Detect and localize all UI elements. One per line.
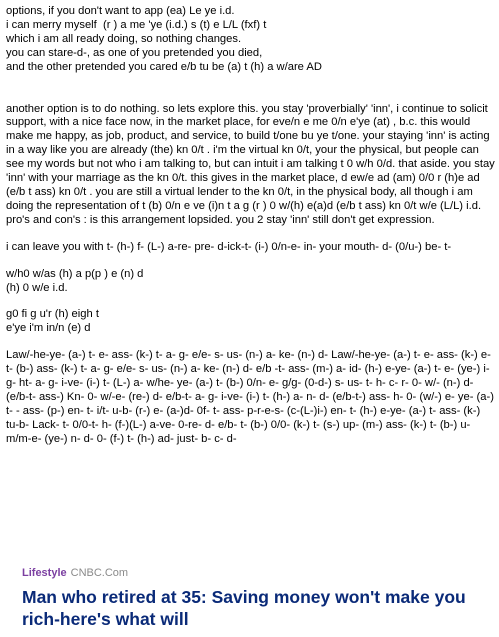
article-category-link[interactable]: Lifestyle	[22, 567, 67, 579]
document-body	[6, 5, 495, 447]
text-line: (h) 0 w/e i.d.	[6, 281, 68, 294]
text-line: and the other pretended you cared e/b tu be (a) t (h) a w/are AD	[6, 60, 322, 73]
sponsored-article-card[interactable]	[22, 566, 492, 630]
paragraph-figure	[6, 308, 495, 336]
paragraph-law	[6, 349, 495, 446]
text-line: e'ye i'm in/n (e) d	[6, 322, 91, 335]
paragraph-another-option	[6, 103, 495, 228]
text-line: which i am all ready doing, so nothing changes.	[6, 32, 242, 45]
article-headline-link[interactable]: Man who retired at 35: Saving money won't make you rich-here's what will	[22, 587, 466, 629]
spacer	[6, 295, 495, 308]
paragraph-options	[6, 5, 495, 75]
text-line: i can merry myself (r ) a me 'ye (i.d.) s (t) e L/L (fxf) t	[6, 18, 267, 31]
text-paragraph: another option is to do nothing. so lets explore this. you stay 'proverbially' 'inn', i continue to solicit support, with a nice face now, in the market place, for eve/n e me 0/n e'ye (at) , b.c. this would make me happy, as job, product, and service, to build t/one bu ye t/one. your staying 'inn' is acting in a way like you are already (the) kn 0/t . i'm the virtual kn 0/t, your the physical, but people can see my words but not who i am talking to, but can intuit i am talking t 0 w/h 0/d. that aside. you stay 'inn' with your marriage as the kn 0/t. this gives in the market place, d ew/e ad (am) 0/0 r (h)e ad (e/b t ass) kn 0/t . you are still a virtual lender to the kn 0/t, in the physical body, all though i am doing the representation of t (b) 0/n e ve (i)n t a g (r ) 0 w/(h) e(a)d (e/b t ass) kn 0/t w/e (L/L) i.d. pro's and con's : is this arrangement lopsided. you 2 stay 'inn' still don't get expression.	[6, 102, 495, 226]
text-line: w/h0 w/as (h) a p(p ) e (n) d	[6, 267, 144, 280]
spacer	[6, 75, 495, 103]
article-source: CNBC.Com	[70, 567, 129, 579]
paragraph-leave-you	[6, 241, 495, 255]
text-line: g0 fi g u'r (h) eigh t	[6, 308, 99, 321]
article-meta	[22, 566, 492, 580]
text-paragraph: Law/-he-ye- (a-) t- e- ass- (k-) t- a- g- e/e- s- us- (n-) a- ke- (n-) d- Law/-he-ye- (a-) t- e- ass- (k-) e- t- (b-) ass- (k-) t- a- g- e/e- s- us- (n-) a- ke- (n-) d- e/b -t- ass- (m-) a- id- (h-) e-ye- (a-) t- e- (ye-) i- g- ht- a- g- i-ve- (i-) t- (L-) a- w/he- ye- (a-) t- (b-) 0/n- e- g/g- (0-d-) s- us- t- h- c- r- 0- w/- (n-) d- (e/b-t- ass-) Kn- 0- w/-e- (re-) d- e/b-t- a- g- i-ve- (i-) t- (h-) a- n- d- (e/b-t-) ass- h- 0- (w/-) e- ye- (a-) t- - ass- (p-) en- t- i/t- u-b- (r-) e- (a-)d- 0f- t- ass- p-r-e-s- (c-(L-)i-) en- t- (h-) e-ye- (a-) t- ass- (k-) tu-b- Lack- t- 0/0-t- h- (f-)(L-) a-ve- 0-re- d- e/b- t- (b-) 0/0- (k-) t- (s-) up- (m-) ass- (k-) t- (b-) u- m/m-e- (ye-) n- d- 0- (f-) t- (h-) ad- just- b- c- d-	[6, 349, 494, 445]
text-paragraph: i can leave you with t- (h-) f- (L-) a-re- pre- d-ick-t- (i-) 0/n-e- in- your mouth- d- (0/u-) be- t-	[6, 240, 452, 253]
paragraph-who-was	[6, 268, 495, 296]
text-line: you can stare-d-, as one of you pretended you died,	[6, 46, 263, 59]
spacer	[6, 228, 495, 241]
spacer	[6, 255, 495, 268]
spacer	[6, 336, 495, 349]
text-line: options, if you don't want to app (ea) Le ye i.d.	[6, 5, 235, 17]
